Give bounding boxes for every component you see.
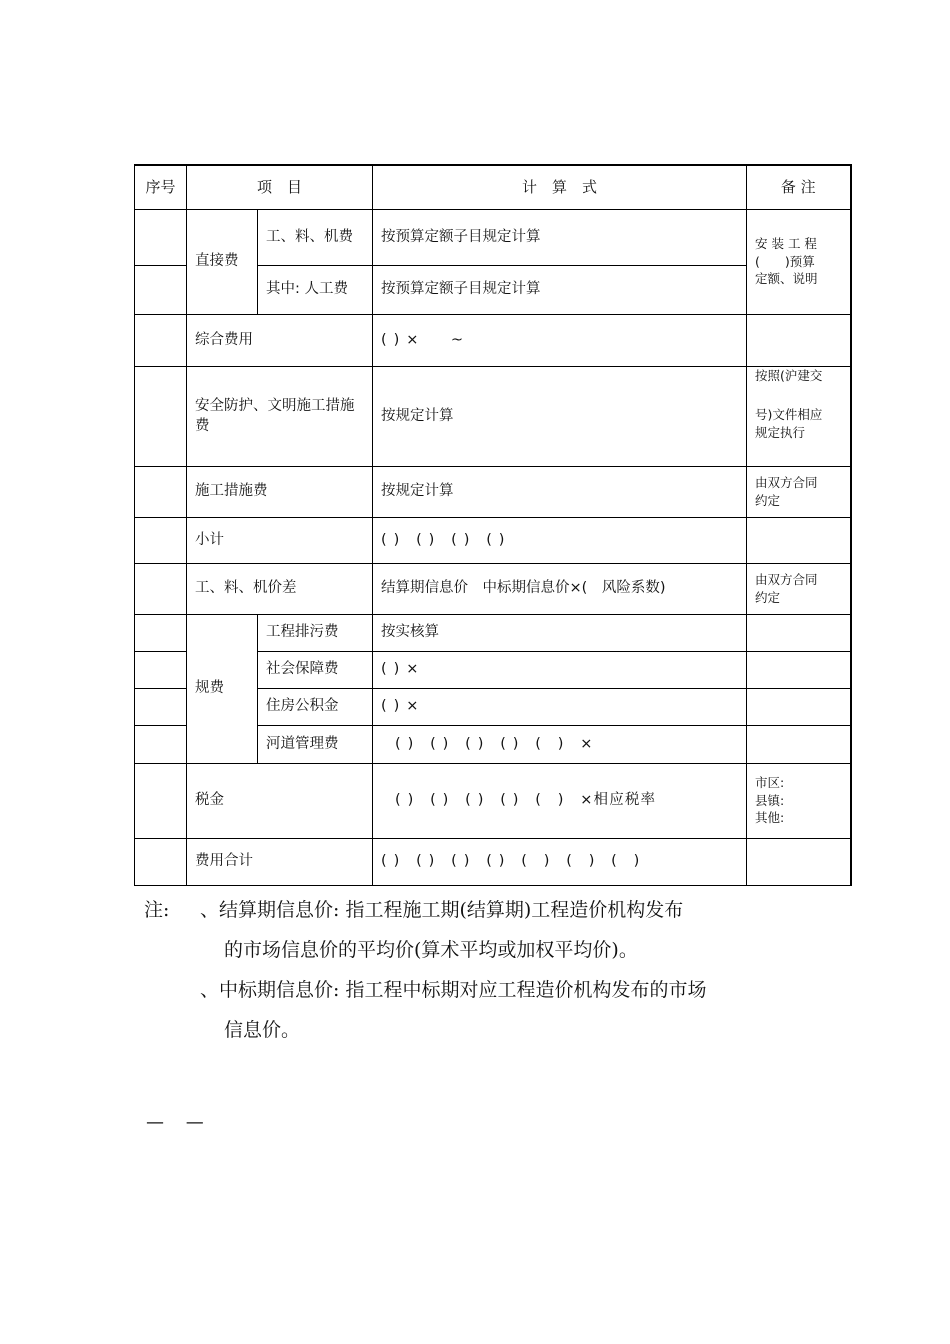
overall-fee-formula: ( ) × ~ (373, 314, 747, 366)
seq-cell (135, 517, 187, 563)
seq-cell (135, 314, 187, 366)
safety-label: 安全防护、文明施工措施费 (187, 366, 373, 466)
regulatory-item-formula: ( ) × (373, 688, 747, 725)
measures-formula: 按规定计算 (373, 466, 747, 517)
remark-cell (747, 651, 851, 688)
seq-cell (135, 614, 187, 651)
regulatory-group: 规费 (187, 614, 258, 763)
direct-fee-remark (747, 209, 851, 314)
measures-remark (747, 466, 851, 517)
remark-line: 其他: (755, 810, 785, 826)
regulatory-item-label: 住房公积金 (258, 688, 373, 725)
remark-line: 县镇: (755, 792, 785, 808)
note-2-line-2: 信息价。 (224, 1019, 301, 1041)
remark-cell (747, 688, 851, 725)
measures-label: 施工措施费 (187, 466, 373, 517)
direct-fee-sub1-label: 工、料、机费 (258, 209, 373, 265)
table-row (135, 209, 851, 265)
table-row (135, 614, 851, 651)
price-diff-label: 工、料、机价差 (187, 563, 373, 614)
seq-cell (135, 651, 187, 688)
remark-line: 约定 (755, 589, 781, 605)
remark-line: 约定 (755, 492, 781, 508)
note-1 (144, 890, 844, 930)
remark-cell (747, 314, 851, 366)
total-label: 费用合计 (187, 838, 373, 885)
table-row (135, 517, 851, 563)
regulatory-item-label: 工程排污费 (258, 614, 373, 651)
seq-cell (135, 725, 187, 763)
regulatory-item-formula: ( ) × (373, 651, 747, 688)
cost-table (134, 164, 852, 886)
header-remark: 备 注 (747, 165, 851, 209)
tax-label: 税金 (187, 763, 373, 838)
remark-cell (747, 838, 851, 885)
remark-cell (747, 725, 851, 763)
regulatory-item-label: 社会保障费 (258, 651, 373, 688)
note-2-line-1: 、中标期信息价: 指工程中标期对应工程造价机构发布的市场 (200, 979, 707, 1001)
seq-cell (135, 209, 187, 265)
regulatory-item-formula: 按实核算 (373, 614, 747, 651)
header-seq: 序号 (135, 165, 187, 209)
direct-fee-sub2-formula: 按预算定额子目规定计算 (373, 265, 747, 314)
table-row (135, 563, 851, 614)
notes-lead: 注: (144, 899, 170, 921)
remark-line: 市区: (755, 775, 785, 791)
page-number-mark: — — (146, 1112, 212, 1133)
remark-line: 按照(沪建交 (755, 367, 823, 383)
note-1-line-1: 、结算期信息价: 指工程施工期(结算期)工程造价机构发布 (200, 899, 684, 921)
price-diff-remark (747, 563, 851, 614)
notes-section (144, 890, 844, 1050)
seq-cell (135, 688, 187, 725)
seq-cell (135, 563, 187, 614)
remark-line: 由双方合同 (755, 475, 818, 490)
table-row (135, 763, 851, 838)
remark-line: 号)文件相应 (755, 407, 823, 422)
remark-line: 安 装 工 程 (755, 236, 817, 252)
tax-formula: ( ) ( ) ( ) ( ) ( ) ×相应税率 (373, 763, 747, 838)
total-formula: ( ) ( ) ( ) ( ) ( ) ( ) ( ) (373, 838, 747, 885)
remark-line: 定额、说明 (755, 271, 818, 287)
remark-cell (747, 614, 851, 651)
safety-remark (747, 366, 851, 466)
remark-line: 由双方合同 (755, 572, 818, 587)
header-formula: 计 算 式 (373, 165, 747, 209)
direct-fee-sub1-formula: 按预算定额子目规定计算 (373, 209, 747, 265)
tax-remark (747, 763, 851, 838)
table-row (135, 366, 851, 466)
remark-line: ( )预算 (755, 253, 815, 269)
regulatory-item-label: 河道管理费 (258, 725, 373, 763)
seq-cell (135, 366, 187, 466)
safety-formula: 按规定计算 (373, 366, 747, 466)
seq-cell (135, 838, 187, 885)
table-row (135, 466, 851, 517)
subtotal-formula: ( ) ( ) ( ) ( ) (373, 517, 747, 563)
direct-fee-sub2-label: 其中: 人工费 (258, 265, 373, 314)
table-row (135, 838, 851, 885)
seq-cell (135, 466, 187, 517)
note-1-line-2: 的市场信息价的平均价(算术平均或加权平均价)。 (224, 939, 638, 961)
remark-spacer (755, 384, 842, 406)
remark-line: 规定执行 (755, 424, 806, 440)
direct-fee-group: 直接费 (187, 209, 258, 314)
table-row (135, 314, 851, 366)
seq-cell (135, 763, 187, 838)
overall-fee-label: 综合费用 (187, 314, 373, 366)
regulatory-item-formula: ( ) ( ) ( ) ( ) ( ) × (373, 725, 747, 763)
subtotal-label: 小计 (187, 517, 373, 563)
price-diff-formula: 结算期信息价 中标期信息价×( 风险系数) (373, 563, 747, 614)
table-header-row (135, 165, 851, 209)
header-item: 项 目 (187, 165, 373, 209)
seq-cell (135, 265, 187, 314)
remark-cell (747, 517, 851, 563)
